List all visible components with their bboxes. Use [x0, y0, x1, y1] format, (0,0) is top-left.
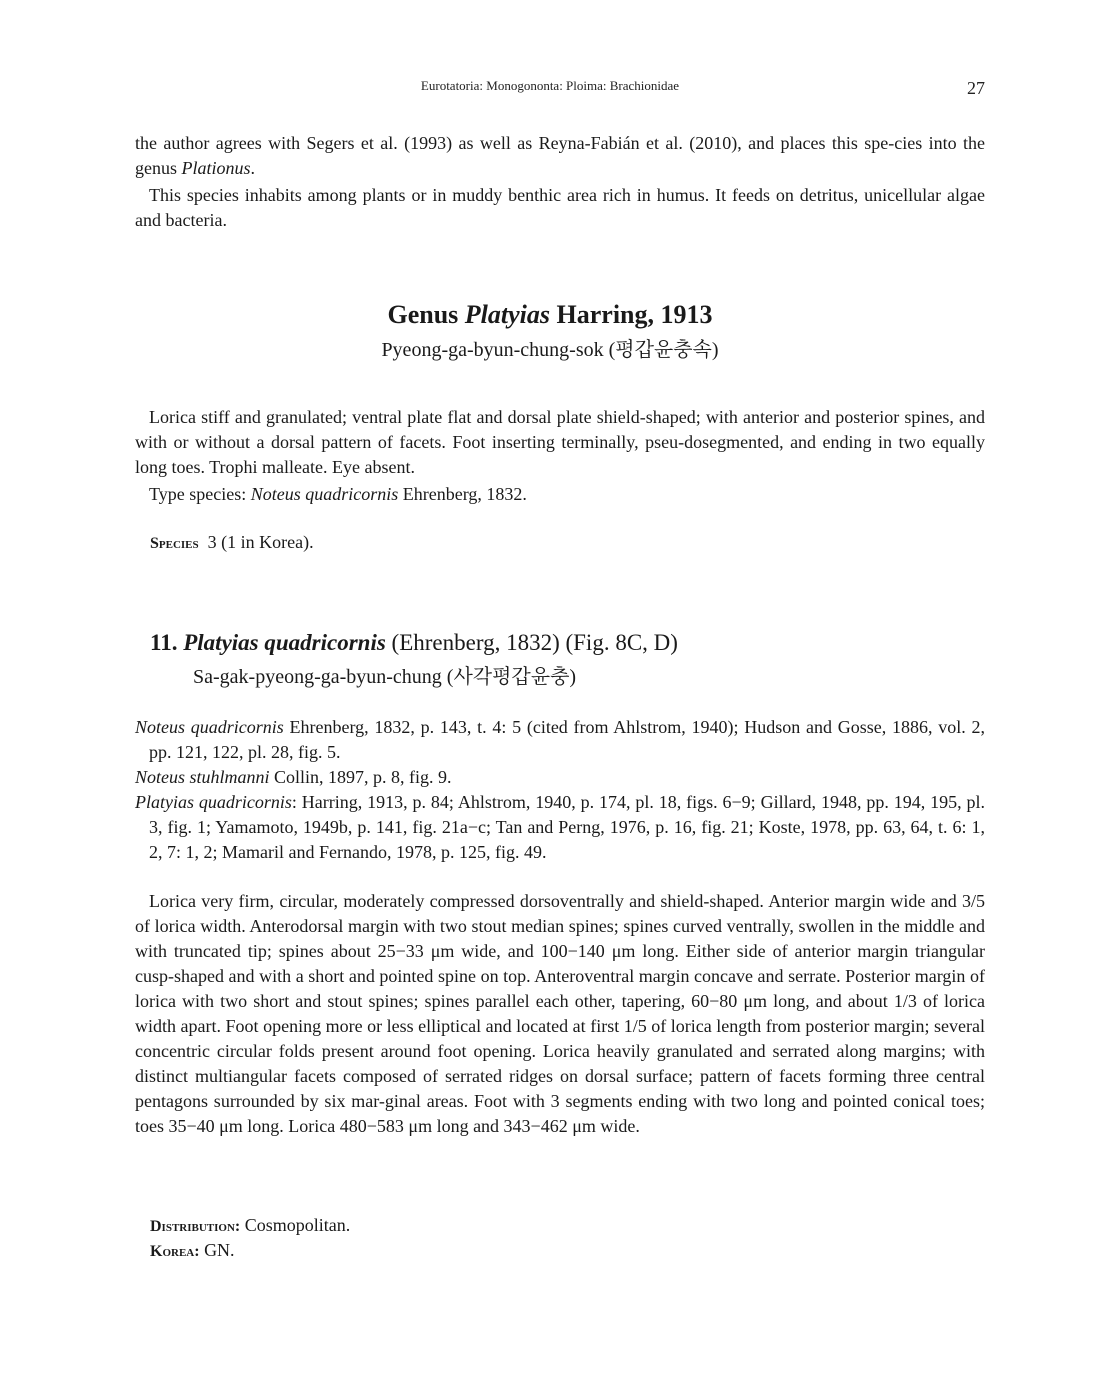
type-species-label: Type species: [149, 484, 251, 504]
species-name: Platyias quadricornis [183, 630, 386, 655]
type-species-name: Noteus quadricornis [250, 484, 399, 504]
synonym-name: Noteus stuhlmanni [135, 767, 270, 787]
intro-paragraph-1 [135, 131, 985, 181]
species-count-label: Species [150, 535, 199, 552]
intro-text-a: the author agrees with Segers et al. (1993) as well as Reyna-Fabián et al. (2010), and places this spe-cies into the genus [135, 133, 985, 178]
genus-description: Lorica stiff and granulated; ventral plate flat and dorsal plate shield-shaped; with anterior and posterior spines, and with or without a dorsal pattern of facets. Foot inserting terminally, pseu-dosegmented, and ending in two equally long toes. Trophi malleate. Eye absent. [135, 407, 985, 477]
species-count-value: 3 (1 in Korea). [207, 532, 314, 552]
genus-korean-name: Pyeong-ga-byun-chung-sok (평갑윤충속) [381, 339, 719, 361]
korea-value: GN. [204, 1240, 235, 1260]
synonym-list [135, 715, 985, 865]
distribution-label: Distribution [150, 1218, 235, 1235]
genus-name: Platyias [464, 300, 551, 329]
species-description: Lorica very firm, circular, moderately compressed dorsoventrally and shield-shaped. Anterior margin wide and 3/5 of lorica width. Anterodorsal margin with two stout median spines; spines curved ventrally, swollen in the middle and with truncated tip; spines about 25−33 μm wide, and 100−140 μm long. Either side of anterior margin triangular cusp-shaped and with a short and pointed spine on top. Anteroventral margin concave and serrate. Posterior margin of lorica with two short and stout spines; spines parallel each other, tapering, 60−80 μm long, and about 1/3 of lorica width apart. Foot opening more or less elliptical and located at first 1/5 of lorica length from posterior margin; several concentric circular folds present around foot opening. Lorica heavily granulated and serrated along margins; with distinct multiangular facets composed of serrated ridges on dorsal surface; pattern of facets forming three central pentagons surrounded by six mar-ginal areas. Foot with 3 segments ending with two long and pointed conical toes; toes 35−40 μm long. Lorica 480−583 μm long and 343−462 μm wide. [135, 891, 985, 1136]
distribution-value: Cosmopolitan. [244, 1215, 351, 1235]
genus-heading [0, 300, 1100, 330]
type-species-author: Ehrenberg, 1832. [398, 484, 527, 504]
species-number: 11. [150, 630, 178, 655]
type-species-line [135, 482, 985, 507]
running-header: Eurotatoria: Monogononta: Ploima: Brachionidae [420, 78, 680, 93]
korea-label: Korea [150, 1243, 195, 1260]
intro-paragraph-2: This species inhabits among plants or in muddy benthic area rich in humus. It feeds on detritus, unicellular algae and bacteria. [135, 185, 985, 230]
species-author: (Ehrenberg, 1832) (Fig. 8C, D) [385, 630, 678, 655]
distribution-line: Distribution: Cosmopolitan. [150, 1215, 351, 1235]
korea-line: Korea: GN. [150, 1240, 235, 1260]
synonym-name: Platyias quadricornis [135, 792, 292, 812]
synonym-entry [135, 765, 985, 790]
genus-label: Genus [387, 300, 459, 329]
synonym-entry [135, 715, 985, 765]
page-number: 27 [967, 78, 985, 98]
synonym-citation: Collin, 1897, p. 8, fig. 9. [269, 767, 452, 787]
synonym-citation: : Harring, 1913, p. 84; Ahlstrom, 1940, p. 174, pl. 18, figs. 6−9; Gillard, 1948, pp. 194, 195, pl. 3, fig. 1; Yamamoto, 1949b, p. 141, fig. 21a−c; Tan and Perng, 1976, p. 16, fig. 21; Koste, 1978, pp. 63, 64, t. 6: 1, 2, 7: 1, 2; Mamaril and Fernando, 1978, p. 125, fig. 49. [149, 792, 985, 862]
intro-text-b: . [250, 158, 256, 178]
genus-author: Harring, 1913 [556, 300, 713, 329]
synonym-name: Noteus quadricornis [135, 717, 284, 737]
species-korean-name: Sa-gak-pyeong-ga-byun-chung (사각평갑윤충) [193, 666, 577, 688]
intro-genus-name: Plationus [181, 158, 251, 178]
synonym-citation: Ehrenberg, 1832, p. 143, t. 4: 5 (cited from Ahlstrom, 1940); Hudson and Gosse, 1886, vol. 2, pp. 121, 122, pl. 28, fig. 5. [149, 717, 985, 762]
species-count-line [150, 532, 314, 553]
species-heading [150, 630, 678, 656]
synonym-entry [135, 790, 985, 865]
